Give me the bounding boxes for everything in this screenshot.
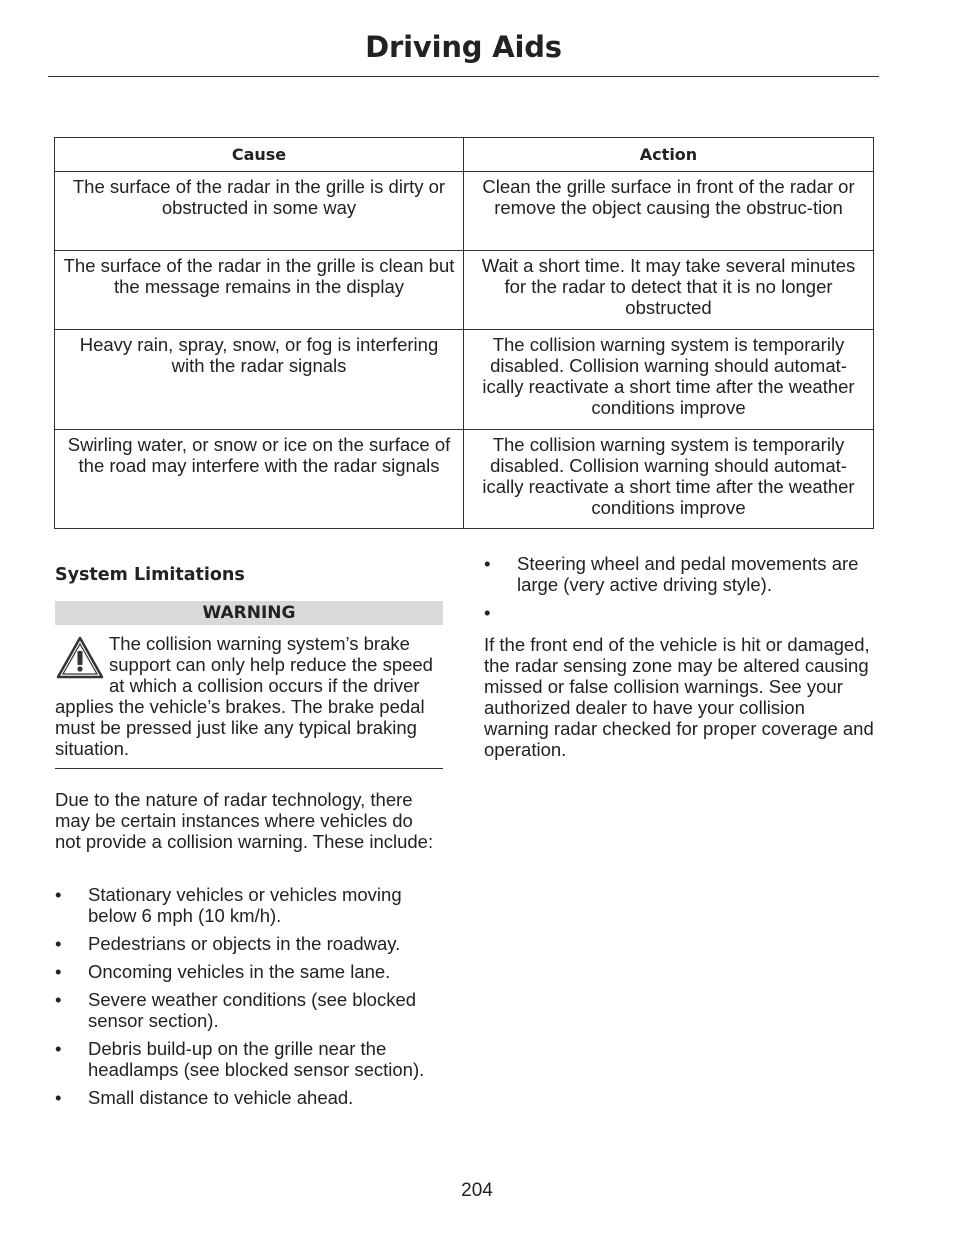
list-item-text: Steering wheel and pedal movements are large (very active driving style). — [517, 553, 859, 595]
bullet: • — [484, 602, 491, 623]
table-header-row — [55, 138, 874, 172]
cause-cell: The surface of the radar in the grille is dirty or obstructed in some way — [55, 172, 464, 251]
cause-cell: Swirling water, or snow or ice on the surface of the road may interfere with the radar signals — [55, 430, 464, 529]
intro-paragraph: Due to the nature of radar technology, there may be certain instances where vehicles do not provide a collision warning. These include: — [55, 789, 434, 852]
action-cell: Wait a short time. It may take several minutes for the radar to detect that it is no longer obstructed — [464, 251, 874, 330]
damage-paragraph: If the front end of the vehicle is hit or damaged, the radar sensing zone may be altered causing missed or false collision warnings. See your authorized dealer to have your collision warning radar checked for proper coverage and operation. — [484, 634, 874, 760]
cause-action-table — [54, 137, 874, 529]
limitations-list — [55, 884, 443, 1115]
page-number: 204 — [461, 1180, 493, 1201]
page-title: Driving Aids — [365, 30, 562, 64]
list-item — [55, 989, 443, 1031]
list-item — [55, 884, 443, 926]
list-item-text: Small distance to vehicle ahead. — [88, 1087, 354, 1108]
warning-triangle-icon — [55, 635, 105, 681]
column-header-cause: Cause — [55, 138, 464, 172]
list-item-text: Stationary vehicles or vehicles moving below 6 mph (10 km/h). — [88, 884, 402, 926]
list-item — [484, 602, 874, 623]
warning-box — [55, 633, 443, 759]
list-item — [55, 1087, 443, 1108]
action-cell: The collision warning system is temporarily disabled. Collision warning should automat-ically reactivate a short time after the weather conditions improve — [464, 430, 874, 529]
cause-cell: The surface of the radar in the grille is clean but the message remains in the display — [55, 251, 464, 330]
bullet: • — [55, 989, 62, 1010]
warning-text: The collision warning system’s brake support can only help reduce the speed at which a collision occurs if the driver applies the vehicle’s brakes. The brake pedal must be pressed just like any typical braking situation. — [55, 633, 433, 759]
list-item-text: Debris build-up on the grille near the headlamps (see blocked sensor section). — [88, 1038, 425, 1080]
list-item — [55, 1038, 443, 1080]
warning-divider — [55, 768, 443, 769]
column-header-action: Action — [464, 138, 874, 172]
table-row — [55, 172, 874, 251]
bullet: • — [55, 1038, 62, 1059]
action-cell: Clean the grille surface in front of the radar or remove the object causing the obstruc-tion — [464, 172, 874, 251]
warning-banner: WARNING — [55, 601, 443, 625]
section-heading: System Limitations — [55, 565, 245, 585]
table-row — [55, 330, 874, 430]
table-row — [55, 251, 874, 330]
bullet: • — [484, 553, 491, 574]
list-item-text: Oncoming vehicles in the same lane. — [88, 961, 391, 982]
list-item — [55, 933, 443, 954]
bullet: • — [55, 884, 62, 905]
bullet: • — [55, 961, 62, 982]
bullet: • — [55, 1087, 62, 1108]
cause-cell: Heavy rain, spray, snow, or fog is interfering with the radar signals — [55, 330, 464, 430]
conditions-list — [484, 553, 874, 630]
action-cell: The collision warning system is temporarily disabled. Collision warning should automat-ically reactivate a short time after the weather conditions improve — [464, 330, 874, 430]
list-item-text: Severe weather conditions (see blocked sensor section). — [88, 989, 417, 1031]
list-item — [484, 553, 874, 595]
title-divider — [48, 76, 879, 77]
table-row — [55, 430, 874, 529]
list-item-text: Pedestrians or objects in the roadway. — [88, 933, 401, 954]
bullet: • — [55, 933, 62, 954]
list-item — [55, 961, 443, 982]
